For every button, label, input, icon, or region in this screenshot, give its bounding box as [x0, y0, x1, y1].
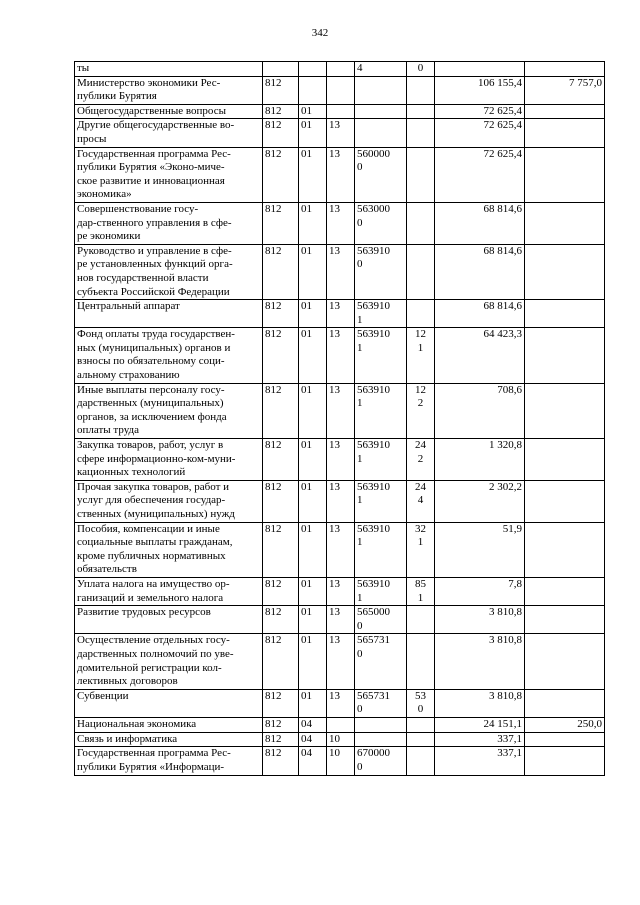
row-expense-type-cell: [407, 104, 435, 119]
row-target-item-cell: [355, 119, 407, 147]
row-amount-extra-cell: [525, 244, 605, 299]
row-target-item-cell: 563910 1: [355, 480, 407, 522]
row-subsection-cell: 13: [327, 522, 355, 577]
row-name-cell: Связь и информатика: [75, 732, 263, 747]
row-subsection-cell: 10: [327, 732, 355, 747]
row-section-cell: 01: [299, 119, 327, 147]
row-amount-extra-cell: 7 757,0: [525, 76, 605, 104]
table-row: [75, 634, 605, 689]
row-name-cell: Закупка товаров, работ, услуг в сфере информационно-ком-муни- кационных технологий: [75, 439, 263, 481]
row-target-item-cell: 563910 1: [355, 383, 407, 438]
row-amount-extra-cell: 250,0: [525, 717, 605, 732]
row-section-cell: 04: [299, 747, 327, 776]
row-amount-cell: 68 814,6: [435, 300, 525, 328]
row-expense-type-cell: [407, 119, 435, 147]
table-row: [75, 717, 605, 732]
row-section-cell: 01: [299, 104, 327, 119]
row-section-cell: 04: [299, 732, 327, 747]
row-expense-type-cell: [407, 300, 435, 328]
row-expense-type-cell: 85 1: [407, 577, 435, 605]
table-row: [75, 383, 605, 438]
row-grbs-cell: [263, 62, 299, 77]
row-subsection-cell: 13: [327, 147, 355, 202]
row-subsection-cell: [327, 62, 355, 77]
row-subsection-cell: [327, 104, 355, 119]
row-grbs-cell: 812: [263, 747, 299, 776]
table-row: [75, 747, 605, 776]
table-row: [75, 480, 605, 522]
row-target-item-cell: 670000 0: [355, 747, 407, 776]
row-expense-type-cell: [407, 747, 435, 776]
page-number: 342: [311, 27, 329, 39]
row-amount-extra-cell: [525, 104, 605, 119]
row-grbs-cell: 812: [263, 76, 299, 104]
row-section-cell: 01: [299, 577, 327, 605]
row-section-cell: [299, 76, 327, 104]
row-amount-cell: 3 810,8: [435, 689, 525, 717]
row-expense-type-cell: 24 2: [407, 439, 435, 481]
row-subsection-cell: 13: [327, 383, 355, 438]
row-amount-extra-cell: [525, 328, 605, 383]
table-row: [75, 104, 605, 119]
row-section-cell: 01: [299, 147, 327, 202]
row-grbs-cell: 812: [263, 606, 299, 634]
row-target-item-cell: 565731 0: [355, 634, 407, 689]
row-target-item-cell: 565731 0: [355, 689, 407, 717]
row-name-cell: Национальная экономика: [75, 717, 263, 732]
row-name-cell: Уплата налога на имущество ор- ганизаций и земельного налога: [75, 577, 263, 605]
row-expense-type-cell: 24 4: [407, 480, 435, 522]
row-name-cell: Совершенствование госу- дар-ственного управления в сфе- ре экономики: [75, 202, 263, 244]
row-subsection-cell: [327, 717, 355, 732]
row-amount-cell: 72 625,4: [435, 104, 525, 119]
row-name-cell: Министерство экономики Рес- публики Бурятия: [75, 76, 263, 104]
row-grbs-cell: 812: [263, 732, 299, 747]
table-row: [75, 689, 605, 717]
row-expense-type-cell: [407, 244, 435, 299]
row-amount-extra-cell: [525, 634, 605, 689]
row-section-cell: 01: [299, 634, 327, 689]
row-grbs-cell: 812: [263, 119, 299, 147]
row-section-cell: 04: [299, 717, 327, 732]
row-subsection-cell: 13: [327, 328, 355, 383]
row-subsection-cell: 13: [327, 119, 355, 147]
row-section-cell: 01: [299, 244, 327, 299]
row-name-cell: Государственная программа Рес- публики Бурятия «Информаци-: [75, 747, 263, 776]
row-expense-type-cell: [407, 202, 435, 244]
row-name-cell: Прочая закупка товаров, работ и услуг для обеспечения государ- ственных (муниципальных) нужд: [75, 480, 263, 522]
row-amount-extra-cell: [525, 606, 605, 634]
row-name-cell: Осуществление отдельных госу- дарственных полномочий по уве- домительной регистрации кол- лективных договоров: [75, 634, 263, 689]
row-amount-cell: 24 151,1: [435, 717, 525, 732]
row-expense-type-cell: [407, 634, 435, 689]
row-amount-extra-cell: [525, 383, 605, 438]
row-name-cell: Другие общегосударственные во- просы: [75, 119, 263, 147]
row-amount-cell: 2 302,2: [435, 480, 525, 522]
table-row: [75, 62, 605, 77]
row-expense-type-cell: [407, 732, 435, 747]
row-name-cell: Иные выплаты персоналу госу- дарственных (муниципальных) органов, за исключением фонда оплаты труда: [75, 383, 263, 438]
row-target-item-cell: [355, 76, 407, 104]
row-target-item-cell: 563000 0: [355, 202, 407, 244]
row-target-item-cell: [355, 717, 407, 732]
row-grbs-cell: 812: [263, 328, 299, 383]
row-grbs-cell: 812: [263, 300, 299, 328]
row-expense-type-cell: 12 2: [407, 383, 435, 438]
row-target-item-cell: 563910 1: [355, 300, 407, 328]
row-section-cell: 01: [299, 480, 327, 522]
row-section-cell: 01: [299, 522, 327, 577]
row-grbs-cell: 812: [263, 104, 299, 119]
row-amount-cell: 3 810,8: [435, 634, 525, 689]
row-amount-cell: 3 810,8: [435, 606, 525, 634]
row-target-item-cell: 563910 1: [355, 522, 407, 577]
row-name-cell: Общегосударственные вопросы: [75, 104, 263, 119]
row-amount-extra-cell: [525, 119, 605, 147]
row-grbs-cell: 812: [263, 244, 299, 299]
table-row: [75, 202, 605, 244]
row-amount-extra-cell: [525, 147, 605, 202]
row-name-cell: Государственная программа Рес- публики Бурятия «Эконо-миче- ское развитие и инновационная экономика»: [75, 147, 263, 202]
row-subsection-cell: 13: [327, 439, 355, 481]
row-name-cell: Пособия, компенсации и иные социальные выплаты гражданам, кроме публичных нормативных обязательств: [75, 522, 263, 577]
row-name-cell: ты: [75, 62, 263, 77]
row-amount-cell: 708,6: [435, 383, 525, 438]
row-subsection-cell: 13: [327, 634, 355, 689]
row-target-item-cell: 563910 1: [355, 328, 407, 383]
row-target-item-cell: 560000 0: [355, 147, 407, 202]
row-target-item-cell: 4: [355, 62, 407, 77]
row-amount-cell: 51,9: [435, 522, 525, 577]
row-name-cell: Фонд оплаты труда государствен- ных (муниципальных) органов и взносы по обязательному соци- альному страхованию: [75, 328, 263, 383]
row-target-item-cell: 563910 0: [355, 244, 407, 299]
row-grbs-cell: 812: [263, 480, 299, 522]
row-amount-cell: 64 423,3: [435, 328, 525, 383]
row-section-cell: 01: [299, 689, 327, 717]
table-row: [75, 606, 605, 634]
row-target-item-cell: 565000 0: [355, 606, 407, 634]
budget-table: [74, 61, 605, 776]
row-subsection-cell: 13: [327, 202, 355, 244]
row-target-item-cell: [355, 104, 407, 119]
row-subsection-cell: 13: [327, 577, 355, 605]
row-expense-type-cell: [407, 76, 435, 104]
row-name-cell: Развитие трудовых ресурсов: [75, 606, 263, 634]
row-grbs-cell: 812: [263, 147, 299, 202]
row-amount-cell: 106 155,4: [435, 76, 525, 104]
row-subsection-cell: 13: [327, 300, 355, 328]
row-amount-extra-cell: [525, 439, 605, 481]
row-expense-type-cell: [407, 717, 435, 732]
row-subsection-cell: 13: [327, 689, 355, 717]
table-row: [75, 522, 605, 577]
row-subsection-cell: 13: [327, 606, 355, 634]
budget-table-body: [75, 62, 605, 776]
row-section-cell: 01: [299, 328, 327, 383]
row-section-cell: 01: [299, 606, 327, 634]
row-target-item-cell: 563910 1: [355, 439, 407, 481]
row-target-item-cell: [355, 732, 407, 747]
row-grbs-cell: 812: [263, 717, 299, 732]
table-row: [75, 577, 605, 605]
row-amount-extra-cell: [525, 577, 605, 605]
row-subsection-cell: [327, 76, 355, 104]
row-section-cell: 01: [299, 383, 327, 438]
row-expense-type-cell: 53 0: [407, 689, 435, 717]
row-name-cell: Центральный аппарат: [75, 300, 263, 328]
row-subsection-cell: 13: [327, 244, 355, 299]
row-amount-cell: 337,1: [435, 747, 525, 776]
row-subsection-cell: 10: [327, 747, 355, 776]
row-amount-cell: 68 814,6: [435, 244, 525, 299]
row-grbs-cell: 812: [263, 634, 299, 689]
row-expense-type-cell: 32 1: [407, 522, 435, 577]
row-amount-cell: 1 320,8: [435, 439, 525, 481]
table-row: [75, 300, 605, 328]
row-grbs-cell: 812: [263, 383, 299, 438]
row-section-cell: 01: [299, 439, 327, 481]
row-amount-cell: 7,8: [435, 577, 525, 605]
row-grbs-cell: 812: [263, 522, 299, 577]
row-amount-extra-cell: [525, 522, 605, 577]
row-grbs-cell: 812: [263, 439, 299, 481]
row-name-cell: Субвенции: [75, 689, 263, 717]
table-row: [75, 76, 605, 104]
row-grbs-cell: 812: [263, 202, 299, 244]
row-amount-extra-cell: [525, 300, 605, 328]
row-amount-extra-cell: [525, 689, 605, 717]
table-row: [75, 147, 605, 202]
row-section-cell: [299, 62, 327, 77]
row-section-cell: 01: [299, 300, 327, 328]
row-amount-extra-cell: [525, 202, 605, 244]
row-expense-type-cell: [407, 147, 435, 202]
table-row: [75, 439, 605, 481]
table-row: [75, 244, 605, 299]
row-amount-cell: 72 625,4: [435, 119, 525, 147]
table-row: [75, 732, 605, 747]
row-amount-cell: [435, 62, 525, 77]
row-amount-cell: 337,1: [435, 732, 525, 747]
row-grbs-cell: 812: [263, 689, 299, 717]
row-amount-extra-cell: [525, 732, 605, 747]
row-amount-cell: 72 625,4: [435, 147, 525, 202]
row-name-cell: Руководство и управление в сфе- ре установленных функций орга- нов государственной власти субъекта Российской Федерации: [75, 244, 263, 299]
table-row: [75, 119, 605, 147]
row-amount-extra-cell: [525, 747, 605, 776]
row-subsection-cell: 13: [327, 480, 355, 522]
table-row: [75, 328, 605, 383]
row-target-item-cell: 563910 1: [355, 577, 407, 605]
row-amount-extra-cell: [525, 62, 605, 77]
row-amount-extra-cell: [525, 480, 605, 522]
row-expense-type-cell: 12 1: [407, 328, 435, 383]
row-expense-type-cell: [407, 606, 435, 634]
row-expense-type-cell: 0: [407, 62, 435, 77]
row-section-cell: 01: [299, 202, 327, 244]
row-grbs-cell: 812: [263, 577, 299, 605]
row-amount-cell: 68 814,6: [435, 202, 525, 244]
